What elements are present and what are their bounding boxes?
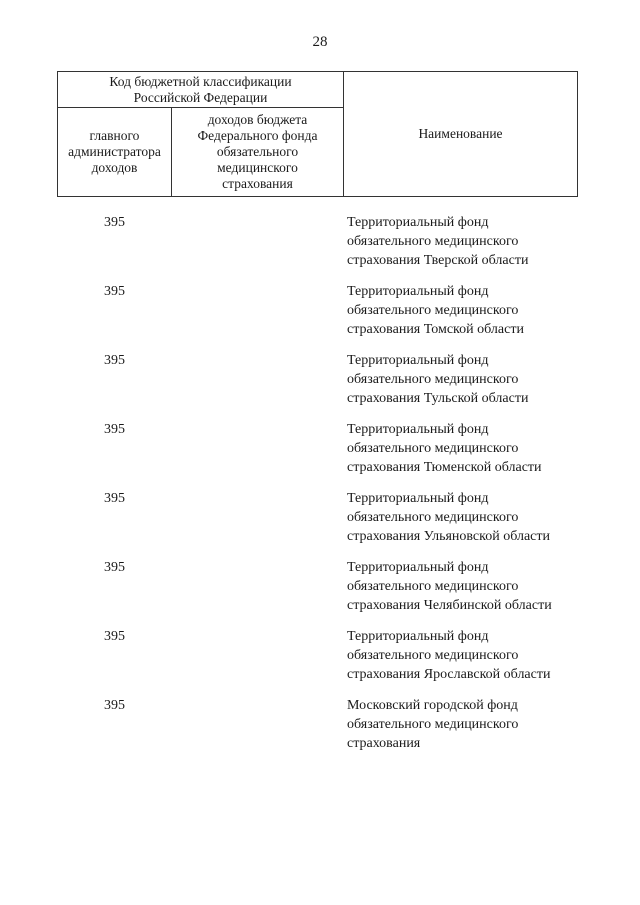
table-row bbox=[0, 558, 640, 627]
table-row bbox=[0, 489, 640, 558]
fund-name: Территориальный фонд обязательного медицинского страхования Тверской области bbox=[347, 215, 529, 268]
fund-name: Московский городской фонд обязательного медицинского страхования bbox=[347, 698, 519, 751]
page-number: 28 bbox=[312, 34, 328, 50]
admin-code: 395 bbox=[104, 491, 125, 506]
table-row bbox=[0, 420, 640, 489]
table-row bbox=[0, 213, 640, 282]
fund-name: Территориальный фонд обязательного медицинского страхования Ульяновской области bbox=[347, 491, 551, 544]
admin-code: 395 bbox=[104, 560, 125, 575]
admin-code: 395 bbox=[104, 353, 125, 368]
header-budget-classification-code: Код бюджетной классификации Российской Федерации bbox=[58, 72, 344, 108]
table-body bbox=[0, 213, 640, 765]
admin-code: 395 bbox=[104, 215, 125, 230]
fund-name: Территориальный фонд обязательного медицинского страхования Томской области bbox=[347, 284, 524, 337]
table-row bbox=[0, 282, 640, 351]
table-row bbox=[0, 627, 640, 696]
admin-code: 395 bbox=[104, 422, 125, 437]
fund-name: Территориальный фонд обязательного медицинского страхования Тюменской области bbox=[347, 422, 542, 475]
fund-name: Территориальный фонд обязательного медицинского страхования Тульской области bbox=[347, 353, 529, 406]
header-main-administrator: главного администратора доходов bbox=[58, 108, 172, 196]
table-header bbox=[57, 71, 578, 197]
table-row bbox=[0, 351, 640, 420]
header-fund-income: доходов бюджета Федерального фонда обязательного медицинского страхования bbox=[172, 108, 344, 196]
header-name: Наименование bbox=[418, 126, 503, 141]
admin-code: 395 bbox=[104, 284, 125, 299]
admin-code: 395 bbox=[104, 629, 125, 644]
fund-name: Территориальный фонд обязательного медицинского страхования Ярославской области bbox=[347, 629, 551, 682]
fund-name: Территориальный фонд обязательного медицинского страхования Челябинской области bbox=[347, 560, 552, 613]
admin-code: 395 bbox=[104, 698, 125, 713]
table-row bbox=[0, 696, 640, 765]
